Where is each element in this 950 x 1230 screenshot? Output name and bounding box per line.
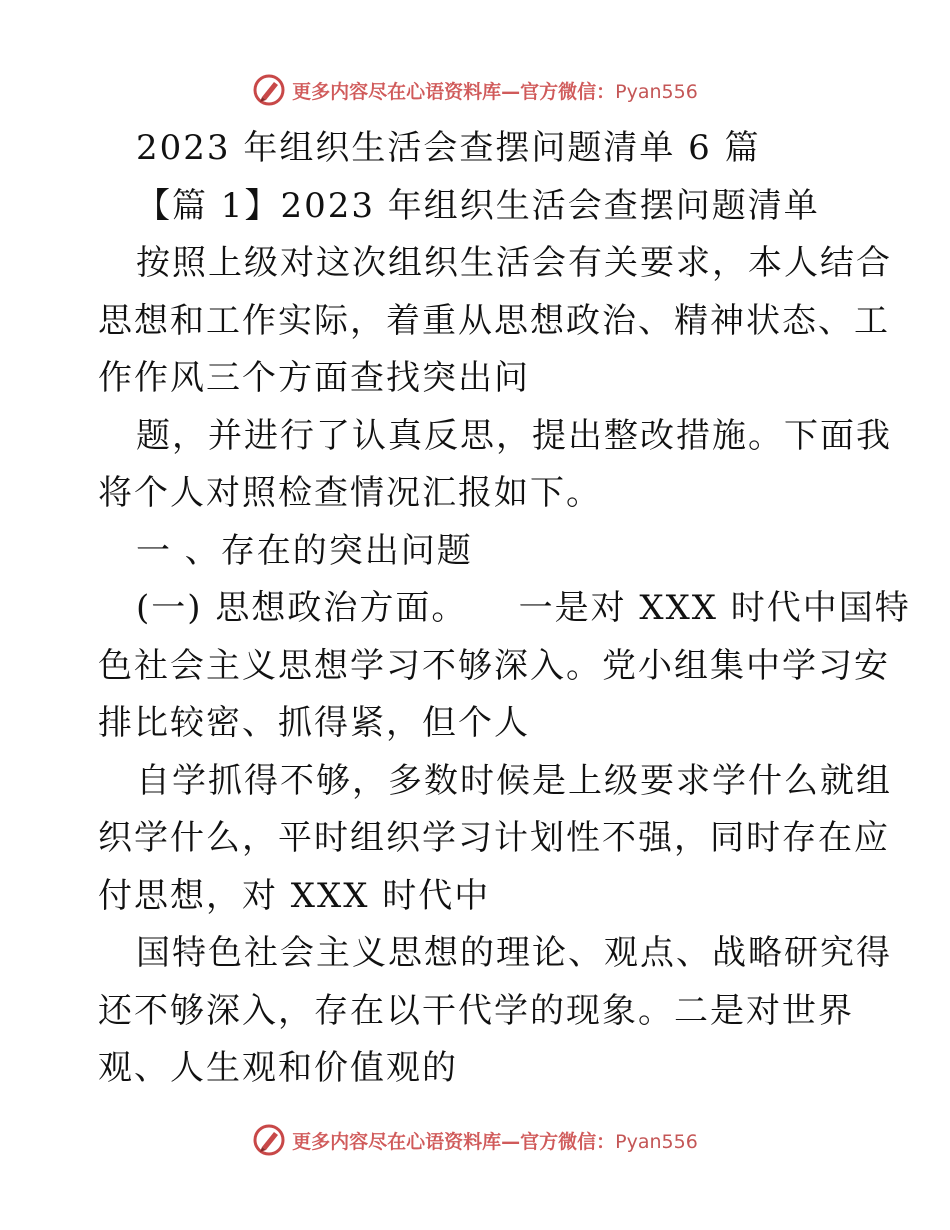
document-body [98,120,911,1098]
paragraph-line: (一) 思想政治方面。 一是对 XXX 时代中国特 [136,588,911,628]
watermark-text: 更多内容尽在心语资料库—官方微信：Pyan556 [292,1130,698,1153]
watermark-footer [0,1120,950,1160]
subheading-line: 一 、存在的突出问题 [136,530,473,571]
paragraph-line: 按照上级对这次组织生活会有关要求，本人结合 [136,243,892,283]
paragraph-line: 色社会主义思想学习不够深入。党小组集中学习安 [98,645,890,686]
section-heading: 【篇 1】2023 年组织生活会查摆问题清单 [136,185,820,226]
paragraph-line: 排比较密、抓得紧，但个人 [98,703,530,743]
paragraph-line: 织学什么，平时组织学习计划性不强，同时存在应 [98,818,890,858]
paragraph-line: 自学抓得不够，多数时候是上级要求学什么就组 [136,760,892,801]
paragraph-line: 作作风三个方面查找突出问 [98,358,530,398]
paragraph-line: 观、人生观和价值观的 [98,1048,458,1088]
paragraph-line: 还不够深入，存在以干代学的现象。二是对世界 [98,990,854,1031]
paragraph-line: 将个人对照检查情况汇报如下。 [98,473,602,513]
paragraph-line: 题，并进行了认真反思，提出整改措施。下面我 [136,415,892,456]
pen-circle-logo-icon [252,1123,286,1157]
paragraph-line: 思想和工作实际，着重从思想政治、精神状态、工 [98,300,890,341]
paragraph-line: 付思想，对 XXX 时代中 [98,875,491,916]
document-title: 2023 年组织生活会查摆问题清单 6 篇 [136,128,761,168]
paragraph-line: 国特色社会主义思想的理论、观点、战略研究得 [136,933,892,973]
watermark-header [0,70,950,110]
watermark-text: 更多内容尽在心语资料库—官方微信：Pyan556 [292,80,698,103]
pen-circle-logo-icon [252,73,286,107]
